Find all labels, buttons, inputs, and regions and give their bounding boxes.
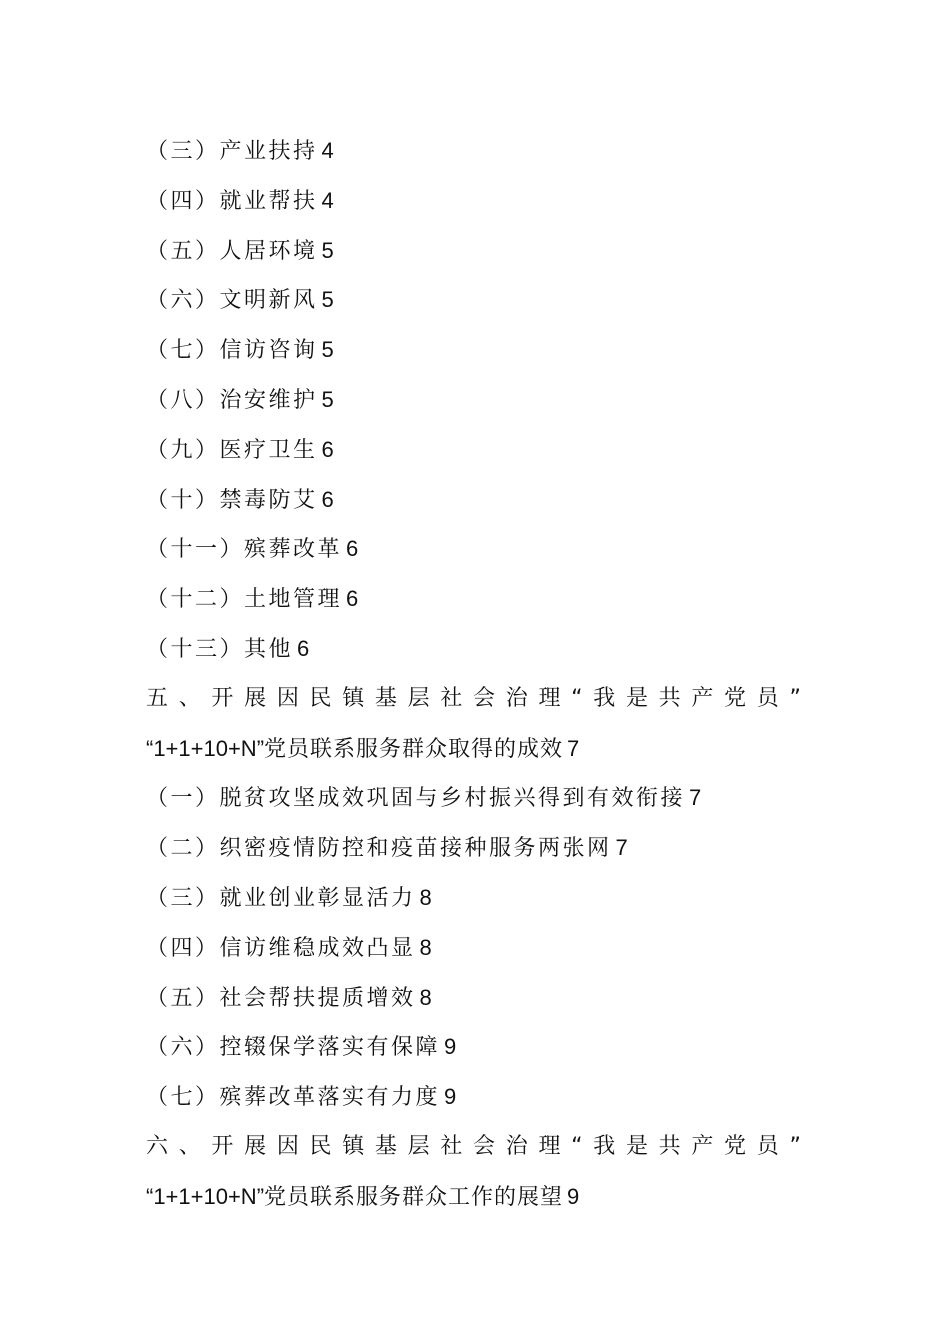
- heading-character: 五: [146, 685, 169, 711]
- toc-entry-page: 6: [297, 635, 310, 661]
- heading-character: 民: [309, 685, 332, 711]
- toc-entry[interactable]: [146, 226, 806, 276]
- heading-character: 治: [505, 685, 528, 711]
- toc-entry-label: （一）脱贫攻坚成效巩固与乡村振兴得到有效衔接: [146, 786, 686, 812]
- toc-section-heading-5-continued[interactable]: [146, 724, 806, 774]
- toc-entry-label: （五）社会帮扶提质增效: [146, 985, 416, 1011]
- heading-character: 展: [244, 1133, 267, 1159]
- heading-character: 因: [276, 1133, 299, 1159]
- heading-character: 我: [593, 1133, 616, 1159]
- toc-entry[interactable]: [146, 923, 806, 973]
- heading-character: 是: [625, 1133, 648, 1159]
- toc-entry[interactable]: [146, 973, 806, 1023]
- heading-character: 我: [593, 685, 616, 711]
- toc-entry[interactable]: [146, 773, 806, 823]
- toc-entry-page: 4: [321, 187, 334, 213]
- toc-entry-page: 9: [444, 1034, 457, 1060]
- toc-entry-label: （七）殡葬改革落实有力度: [146, 1085, 441, 1111]
- heading-character: 共: [658, 685, 681, 711]
- toc-entry-label: （二）织密疫情防控和疫苗接种服务两张网: [146, 836, 612, 862]
- heading-character: 层: [407, 1133, 430, 1159]
- toc-entry-label: （四）信访维稳成效凸显: [146, 935, 416, 961]
- toc-entry-label: （三）产业扶持: [146, 139, 318, 164]
- toc-entry-page: 5: [321, 237, 334, 263]
- toc-entry-page: 6: [346, 536, 359, 562]
- toc-entry-label: （九）医疗卫生: [146, 437, 318, 463]
- heading-character: “: [571, 1133, 583, 1159]
- heading-character: 基: [374, 685, 397, 711]
- toc-entry[interactable]: [146, 873, 806, 923]
- heading-character: 民: [309, 1133, 332, 1159]
- heading-character: 共: [658, 1133, 681, 1159]
- toc-entry-label: （六）控辍保学落实有保障: [146, 1035, 441, 1061]
- heading-character: 基: [374, 1133, 397, 1159]
- heading-character: 、: [178, 1133, 201, 1159]
- heading-character: 社: [440, 685, 463, 711]
- heading-character: 产: [691, 1133, 714, 1159]
- toc-entry-page: 4: [321, 138, 334, 163]
- toc-entry[interactable]: [146, 275, 806, 325]
- toc-entry-page: 6: [321, 486, 334, 512]
- heading-character: 社: [440, 1133, 463, 1159]
- toc-entry-page: 8: [419, 984, 432, 1010]
- toc-entry-page: 7: [689, 785, 702, 811]
- toc-section-quote: “1+1+10+N”: [146, 1183, 265, 1209]
- toc-entry[interactable]: [146, 1072, 806, 1122]
- toc-entry[interactable]: [146, 475, 806, 525]
- heading-character: 产: [691, 685, 714, 711]
- toc-section-quote: “1+1+10+N”: [146, 735, 265, 761]
- heading-character: “: [571, 685, 583, 711]
- toc-entry[interactable]: [146, 176, 806, 226]
- heading-character: 理: [538, 1133, 561, 1159]
- heading-character: ”: [789, 1133, 801, 1159]
- heading-character: 党: [724, 685, 747, 711]
- toc-entry-label: （十一）殡葬改革: [146, 537, 343, 563]
- toc-section-title-text: 党员联系服务群众工作的展望: [264, 1184, 564, 1210]
- toc-section-heading-6-continued[interactable]: [146, 1172, 806, 1222]
- toc-entry[interactable]: [146, 375, 806, 425]
- toc-entry[interactable]: [146, 425, 806, 475]
- toc-entry[interactable]: [146, 126, 806, 176]
- heading-character: 会: [473, 685, 496, 711]
- heading-character: 理: [538, 685, 561, 711]
- toc-entry-page: 7: [615, 835, 628, 861]
- toc-section-title-text: 党员联系服务群众取得的成效: [264, 736, 564, 762]
- toc-entry[interactable]: [146, 524, 806, 574]
- heading-character: 、: [178, 685, 201, 711]
- heading-character: 开: [211, 685, 234, 711]
- toc-entry-page: 8: [419, 884, 432, 910]
- toc-entry[interactable]: [146, 624, 806, 674]
- toc-entry-page: 5: [321, 386, 334, 412]
- heading-character: 展: [244, 685, 267, 711]
- heading-character: 治: [505, 1133, 528, 1159]
- heading-character: 六: [146, 1133, 169, 1159]
- toc-entry-label: （十）禁毒防艾: [146, 487, 318, 513]
- toc-entry-page: 8: [419, 934, 432, 960]
- toc-entry-label: （三）就业创业彰显活力: [146, 885, 416, 911]
- heading-character: 党: [724, 1133, 747, 1159]
- toc-entry-page: 9: [567, 1183, 580, 1209]
- heading-character: 镇: [342, 685, 365, 711]
- heading-character: 因: [276, 685, 299, 711]
- toc-entry-page: 7: [567, 735, 580, 761]
- heading-character: 是: [625, 685, 648, 711]
- toc-entry-page: 6: [321, 436, 334, 462]
- toc-entry-page: 5: [321, 287, 334, 313]
- toc-entry-label: （八）治安维护: [146, 387, 318, 413]
- heading-character: 员: [756, 1133, 779, 1159]
- toc-entry[interactable]: [146, 823, 806, 873]
- toc-entry[interactable]: [146, 325, 806, 375]
- toc-entry-page: 5: [321, 337, 334, 363]
- toc-entry-page: 6: [346, 586, 359, 612]
- toc-entry[interactable]: [146, 574, 806, 624]
- heading-character: 开: [211, 1133, 234, 1159]
- heading-character: 会: [473, 1133, 496, 1159]
- toc-section-heading-5[interactable]: [146, 674, 801, 724]
- heading-character: 镇: [342, 1133, 365, 1159]
- toc-entry-label: （四）就业帮扶: [146, 188, 318, 214]
- toc-entry-page: 9: [444, 1084, 457, 1110]
- toc-entry[interactable]: [146, 1022, 806, 1072]
- table-of-contents: [146, 126, 806, 1222]
- toc-entry-label: （十三）其他: [146, 636, 294, 662]
- toc-entry-label: （六）文明新风: [146, 288, 318, 314]
- toc-entry-label: （七）信访咨询: [146, 338, 318, 364]
- heading-character: 员: [756, 685, 779, 711]
- toc-section-heading-6[interactable]: [146, 1122, 801, 1172]
- toc-entry-label: （五）人居环境: [146, 238, 318, 264]
- heading-character: 层: [407, 685, 430, 711]
- heading-character: ”: [789, 685, 801, 711]
- toc-entry-label: （十二）土地管理: [146, 587, 343, 613]
